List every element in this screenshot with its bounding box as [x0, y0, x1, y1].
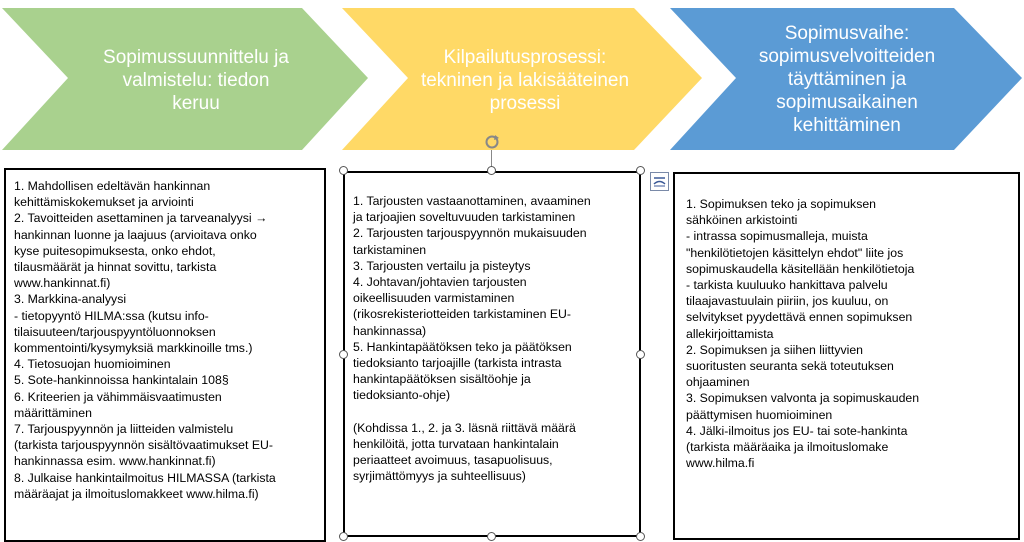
- resize-handle-mr[interactable]: [636, 350, 645, 359]
- text-line: selvitykset pyydettävä ennen sopimuksen: [686, 310, 913, 325]
- text-line: kehittämiskokemukset ja arviointi: [14, 195, 194, 210]
- text-line: tilaisuuteen/tarjouspyyntöluonnoksen: [14, 324, 216, 339]
- textbox-contract-lines: [686, 196, 1010, 471]
- text-line: 4. Tietosuojan huomioiminen: [14, 357, 171, 372]
- text-line: 1. Sopimuksen teko ja sopimuksen: [686, 197, 877, 211]
- text-line: 6. Kriteerien ja vähimmäisvaatimusten: [14, 389, 222, 404]
- resize-handle-bm[interactable]: [487, 532, 496, 541]
- text-line: 7. Tarjouspyynnön ja liitteiden valmistelu: [14, 422, 234, 437]
- text-line: sähköinen arkistointi: [686, 213, 798, 228]
- text-line: hankinnassa esim. www.hankinnat.fi): [14, 454, 216, 469]
- text-line: (rikosrekisteriotteiden tarkistaminen EU-: [353, 307, 571, 322]
- text-line: hankinnassa): [353, 323, 427, 338]
- text-line: 2. Tarjousten tarjouspyynnön mukaisuuden: [353, 226, 587, 241]
- resize-handle-tm[interactable]: [487, 166, 496, 175]
- text-line: henkilöitä, jotta turvataan hankintalain: [353, 437, 559, 452]
- text-line: määrittäminen: [14, 405, 92, 420]
- text-line: 3. Tarjousten vertailu ja pisteytys: [353, 258, 531, 273]
- text-line: allekirjoittamista: [686, 326, 774, 341]
- arrow-1-title: Sopimussuunnittelu ja valmistelu: tiedon keruu: [103, 46, 289, 114]
- text-line: 4. Johtavan/johtavien tarjousten: [353, 275, 527, 290]
- arrow-3-title: Sopimusvaihe: sopimusvelvoitteiden täyttäminen ja sopimusaikainen kehittäminen: [758, 22, 936, 136]
- text-line: 2. Sopimuksen ja siihen liittyvien: [686, 342, 864, 357]
- text-line: 5. Hankintapäätöksen teko ja päätöksen: [353, 339, 572, 354]
- text-line: (tarkista määräaika ja ilmoituslomake: [686, 440, 889, 455]
- text-line: www.hankinnat.fi): [14, 276, 111, 291]
- text-line: sopimuskaudella käsitellään henkilötietoja: [686, 261, 915, 276]
- text-line: 2. Tavoitteiden asettaminen ja tarveanalyysi →: [14, 211, 268, 226]
- textbox-planning[interactable]: [4, 168, 326, 542]
- text-line: 3. Markkina-analyysi: [14, 292, 127, 307]
- text-line: syrjimättömyys ja suhteellisuus): [353, 469, 526, 484]
- text-line: ja tarjoajien soveltuvuuden tarkistaminen: [353, 210, 576, 225]
- text-line: päättymisen huomioiminen: [686, 407, 833, 422]
- text-line: [353, 404, 631, 420]
- text-line: määräajat ja ilmoituslomakkeet www.hilma.fi): [14, 486, 259, 501]
- text-line: 4. Jälki-ilmoitus jos EU- tai sote-hankinta: [686, 423, 908, 438]
- text-line: kommentointi/kysymyksiä markkinoille tms.): [14, 341, 253, 356]
- text-line: kyse puitesopimuksesta, onko ehdot,: [14, 243, 216, 258]
- text-line: hankintapäätöksen sisältöohje ja: [353, 372, 531, 387]
- text-line: hankinnan luonne ja laajuus (arvioitava onko: [14, 227, 257, 242]
- text-line: "henkilötietojen käsittelyn ehdot" liite jos: [686, 245, 904, 260]
- text-line: tiedoksianto tarjoajille (tarkista intrasta: [353, 356, 562, 371]
- text-line: 1. Mahdollisen edeltävän hankinnan: [14, 179, 211, 193]
- text-line: suoritusten seuranta sekä toteutuksen: [686, 359, 894, 374]
- arrow-2-title: Kilpailutusprosessi: tekninen ja lakisääteinen prosessi: [420, 46, 630, 114]
- text-line: tarkistaminen: [353, 242, 427, 257]
- resize-handle-tl[interactable]: [339, 166, 348, 175]
- textbox-tendering-lines: [353, 193, 631, 485]
- text-line: (tarkista tarjouspyynnön sisältövaatimukset EU-: [14, 438, 274, 453]
- text-line: 5. Sote-hankinnoissa hankintalain 108§: [14, 373, 229, 388]
- text-line: tilausmäärät ja hinnat sovittu, tarkista: [14, 260, 217, 275]
- resize-handle-bl[interactable]: [339, 532, 348, 541]
- text-line: 1. Tarjousten vastaanottaminen, avaaminen: [353, 194, 591, 208]
- text-line: periaatteet avoimuus, tasapuolisuus,: [353, 453, 553, 468]
- text-line: oikeellisuuden varmistaminen: [353, 291, 515, 306]
- resize-handle-ml[interactable]: [339, 350, 348, 359]
- textbox-contract[interactable]: [673, 172, 1020, 540]
- textbox-planning-lines: [14, 178, 316, 502]
- text-line: tiedoksianto-ohje): [353, 388, 451, 403]
- text-line: - tietopyyntö HILMA:ssa (kutsu info-: [14, 308, 209, 323]
- text-line: tilaajavastuulain piiriin, jos kuuluu, on: [686, 294, 889, 309]
- text-line: ohjaaminen: [686, 375, 750, 390]
- textbox-tendering[interactable]: [343, 171, 641, 537]
- rotate-handle-icon[interactable]: [484, 134, 500, 150]
- resize-handle-br[interactable]: [636, 532, 645, 541]
- text-line: 3. Sopimuksen valvonta ja sopimuskauden: [686, 391, 920, 406]
- layout-options-icon[interactable]: [650, 172, 669, 191]
- text-line: - intrassa sopimusmalleja, muista: [686, 229, 868, 244]
- text-line: (Kohdissa 1., 2. ja 3. läsnä riittävä määrä: [353, 420, 576, 435]
- text-line: 8. Julkaise hankintailmoitus HILMASSA (tarkista: [14, 470, 276, 485]
- text-line: www.hilma.fi: [686, 456, 755, 471]
- resize-handle-tr[interactable]: [636, 166, 645, 175]
- text-line: - tarkista kuuluuko hankittava palvelu: [686, 278, 888, 293]
